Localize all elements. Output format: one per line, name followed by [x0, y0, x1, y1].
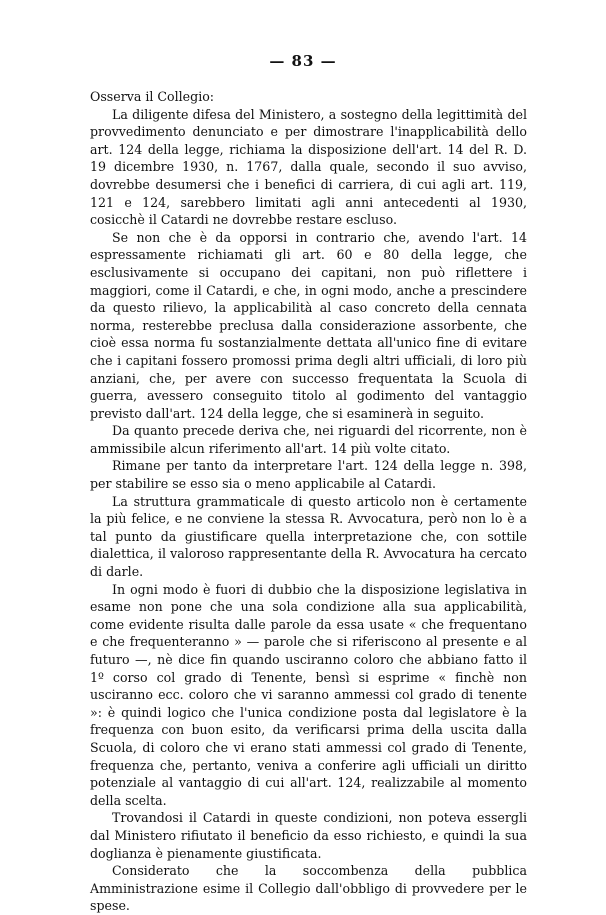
- paragraph: Se non che è da opporsi in contrario che, avendo l'art. 14 espressamente richiamati gli art. 60 e 80 della legge, che esclusivamente si occupano dei capitani, non può riflettere i maggiori, come il Catardi, e che, in ogni modo, anche a prescindere da questo rilievo, la applicabilità al caso concreto della cennata norma, resterebbe preclusa dalla considerazione assorbente, che cioè essa norma fu sostanzialmente dettata all'unico fine di evitare che i capitani fossero promossi prima degli altri ufficiali, di loro più anziani, che, per avere con successo frequentata la Scuola di guerra, avessero conseguito titolo al godimento del vantaggio previsto dall'art. 124 della legge, che si esaminerà in seguito.: [90, 229, 527, 421]
- paragraph: Trovandosi il Catardi in queste condizioni, non poteva essergli dal Ministero rifiutato il beneficio da esso richiesto, e quindi la sua doglianza è pienamente giustificata.: [90, 810, 527, 861]
- paragraph: Rimane per tanto da interpretare l'art. 124 della legge n. 398, per stabilire se esso sia o meno applicabile al Catardi.: [90, 458, 527, 492]
- paragraph: La struttura grammaticale di questo articolo non è certamente la più felice, e ne conviene la stessa R. Avvocatura, però non lo è a tal punto da giustificare quella interpretazione che, con sottile dialettica, il valoroso rappresentante della R. Avvocatura ha cercato di darle.: [90, 493, 527, 580]
- paragraph: Considerato che la soccombenza della pubblica Amministrazione esime il Collegio dall'obbligo di provvedere per le spese.: [90, 863, 527, 914]
- page-number: — 83 —: [269, 52, 337, 70]
- opening-line: Osserva il Collegio:: [90, 89, 215, 104]
- document-body: [90, 88, 527, 915]
- paragraph: Da quanto precede deriva che, nei riguardi del ricorrente, non è ammissibile alcun riferimento all'art. 14 più volte citato.: [90, 423, 527, 456]
- paragraph: In ogni modo è fuori di dubbio che la disposizione legislativa in esame non pone che una sola condizione alla sua applicabilità, come evidente risulta dalle parole da essa usate « che frequentano e che frequenteranno » — parole che si riferiscono al presente e al futuro —, nè dice fin quando usciranno coloro che abbiano fatto il 1º corso col grado di Tenente, bensì si esprime « finchè non usciranno ecc. coloro che vi saranno ammessi col grado di tenente »: è quindi logico che l'unica condizione posta dal legislatore è la frequenza con buon esito, da verificarsi prima della uscita dalla Scuola, di coloro che vi erano stati ammessi col grado di Tenente, frequenza che, pertanto, veniva a conferire agli ufficiali un diritto potenziale al vantaggio di cui all'art. 124, realizzabile al momento della scelta.: [90, 581, 527, 808]
- paragraph: La diligente difesa del Ministero, a sostegno della legittimità del provvedimento denunciato e per dimostrare l'inapplicabilità dello art. 124 della legge, richiama la disposizione dell'art. 14 del R. D. 19 dicembre 1930, n. 1767, dalla quale, secondo il suo avviso, dovrebbe desumersi che i benefici di carriera, di cui agli art. 119, 121 e 124, sarebbero limitati agli anni antecedenti al 1930, cosicchè il Catardi ne dovrebbe restare escluso.: [90, 106, 527, 228]
